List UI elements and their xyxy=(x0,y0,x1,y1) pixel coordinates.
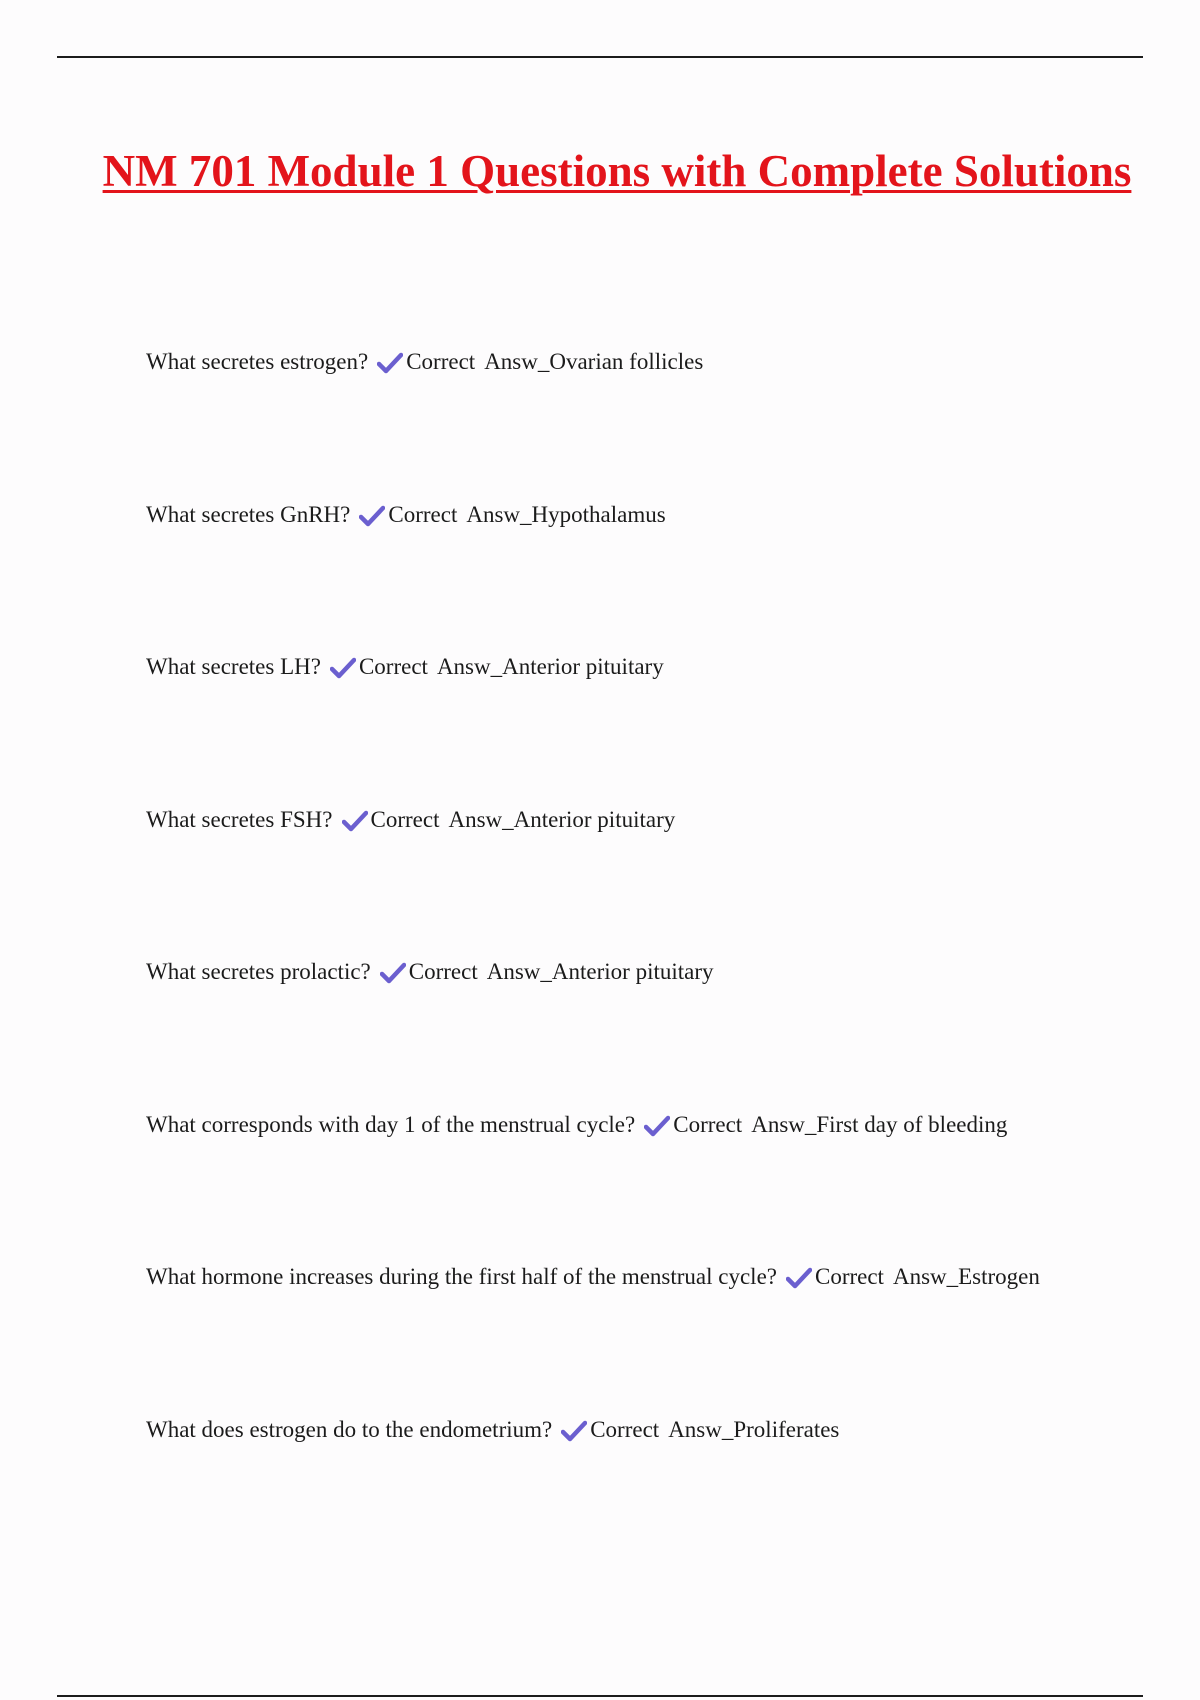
qa-item xyxy=(146,1109,1007,1141)
answer-prefix: Correct xyxy=(408,959,478,984)
answer-prefix: Correct xyxy=(358,654,428,679)
checkmark-icon xyxy=(786,1267,812,1289)
checkmark-icon xyxy=(342,810,368,832)
checkmark-icon xyxy=(380,962,406,984)
qa-item xyxy=(146,956,714,988)
top-rule xyxy=(57,56,1143,58)
checkmark-icon xyxy=(359,505,385,527)
question-text: What hormone increases during the first half of the menstrual cycle? xyxy=(146,1264,777,1289)
qa-item xyxy=(146,499,666,531)
answer-text: Answ_Anterior pituitary xyxy=(448,807,676,832)
answer-prefix: Correct xyxy=(388,502,458,527)
question-text: What secretes GnRH? xyxy=(146,502,351,527)
answer-prefix: Correct xyxy=(673,1112,743,1137)
qa-item xyxy=(146,1414,839,1446)
checkmark-icon xyxy=(561,1420,587,1442)
question-text: What secretes prolactic? xyxy=(146,959,371,984)
answer-text: Answ_Estrogen xyxy=(892,1264,1040,1289)
checkmark-icon xyxy=(330,657,356,679)
question-text: What secretes LH? xyxy=(146,654,321,679)
answer-prefix: Correct xyxy=(814,1264,884,1289)
question-text: What corresponds with day 1 of the menstrual cycle? xyxy=(146,1112,636,1137)
qa-item xyxy=(146,804,675,836)
question-text: What secretes FSH? xyxy=(146,807,333,832)
answer-text: Answ_First day of bleeding xyxy=(751,1112,1008,1137)
page-title: NM 701 Module 1 Questions with Complete Solutions xyxy=(102,146,1132,196)
answer-text: Answ_Proliferates xyxy=(668,1417,840,1442)
answer-text: Answ_Anterior pituitary xyxy=(436,654,664,679)
qa-item xyxy=(146,651,664,683)
answer-text: Answ_Anterior pituitary xyxy=(486,959,714,984)
answer-prefix: Correct xyxy=(370,807,440,832)
qa-item xyxy=(146,1261,1040,1293)
question-text: What secretes estrogen? xyxy=(146,349,369,374)
qa-item xyxy=(146,346,703,378)
answer-prefix: Correct xyxy=(406,349,476,374)
answer-prefix: Correct xyxy=(590,1417,660,1442)
bottom-rule xyxy=(57,1695,1143,1697)
answer-text: Answ_Ovarian follicles xyxy=(484,349,704,374)
checkmark-icon xyxy=(644,1115,670,1137)
checkmark-icon xyxy=(377,352,403,374)
answer-text: Answ_Hypothalamus xyxy=(466,502,666,527)
question-text: What does estrogen do to the endometrium? xyxy=(146,1417,553,1442)
